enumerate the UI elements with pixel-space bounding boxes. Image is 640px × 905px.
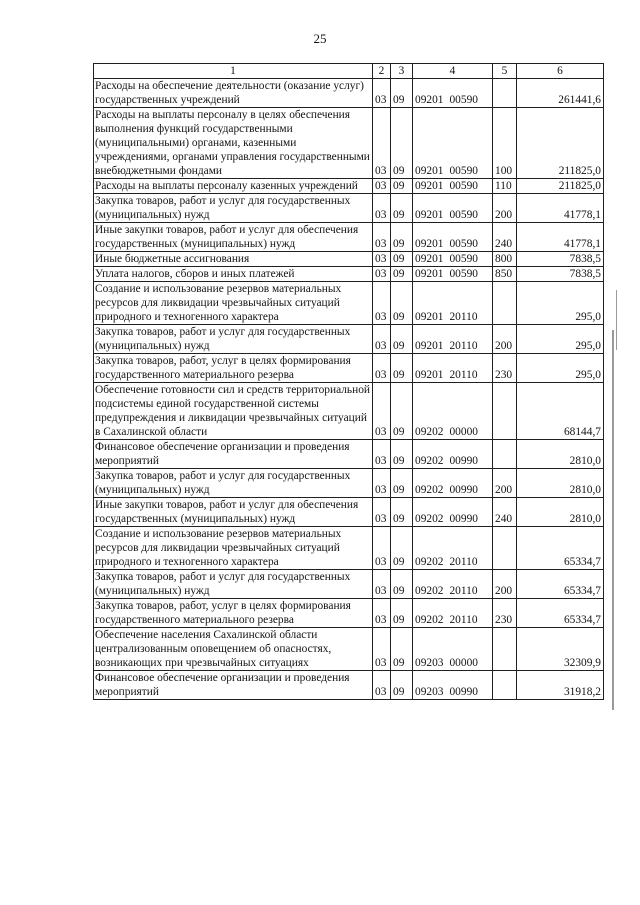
row-col-5: 110 <box>493 179 517 194</box>
row-col-2: 03 <box>373 671 391 700</box>
header-col-5: 5 <box>493 64 517 79</box>
row-col-2: 03 <box>373 354 391 383</box>
row-col-4-direction: 00590 <box>449 268 478 280</box>
row-col-3: 09 <box>391 79 413 108</box>
row-name: Создание и использование резервов материальных ресурсов для ликвидации чрезвычайных ситуаций природного и техногенного характера <box>94 282 373 325</box>
row-col-4 <box>413 223 493 252</box>
header-col-2: 2 <box>373 64 391 79</box>
row-col-3: 09 <box>391 628 413 671</box>
row-name: Обеспечение населения Сахалинской области централизованным оповещением об опасностях, возникающих при чрезвычайных ситуациях <box>94 628 373 671</box>
row-sum: 295,0 <box>517 282 604 325</box>
row-col-4-program: 09201 <box>415 340 444 352</box>
row-col-3: 09 <box>391 469 413 498</box>
row-col-4 <box>413 599 493 628</box>
row-sum: 68144,7 <box>517 383 604 440</box>
row-col-4-direction: 00000 <box>449 426 478 438</box>
table-row <box>94 282 604 325</box>
row-col-4-program: 09203 <box>415 657 444 669</box>
row-col-3: 09 <box>391 325 413 354</box>
row-col-4-direction: 20110 <box>449 369 478 381</box>
row-col-4-program: 09202 <box>415 513 444 525</box>
row-col-4-direction: 00990 <box>449 513 478 525</box>
row-col-4 <box>413 570 493 599</box>
row-col-4-direction: 00590 <box>449 165 478 177</box>
table-row <box>94 671 604 700</box>
row-sum: 261441,6 <box>517 79 604 108</box>
table-row <box>94 79 604 108</box>
row-col-2: 03 <box>373 223 391 252</box>
row-sum: 211825,0 <box>517 108 604 179</box>
row-col-4-program: 09201 <box>415 165 444 177</box>
row-col-5: 200 <box>493 469 517 498</box>
row-col-4-program: 09203 <box>415 686 444 698</box>
row-name: Финансовое обеспечение организации и проведения мероприятий <box>94 671 373 700</box>
row-name: Закупка товаров, работ и услуг для государственных (муниципальных) нужд <box>94 194 373 223</box>
table-row <box>94 440 604 469</box>
row-col-4 <box>413 79 493 108</box>
row-col-2: 03 <box>373 527 391 570</box>
row-col-3: 09 <box>391 223 413 252</box>
row-col-4-program: 09201 <box>415 94 444 106</box>
table-row <box>94 252 604 267</box>
row-col-4-direction: 00590 <box>449 180 478 192</box>
row-col-4-direction: 20110 <box>449 585 478 597</box>
row-col-4-direction: 00990 <box>449 686 478 698</box>
row-name: Расходы на выплаты персоналу в целях обеспечения выполнения функций государственными (муниципальными) органами, казенными учреждениями, органами управления государственными внебюджетными фондами <box>94 108 373 179</box>
row-col-3: 09 <box>391 267 413 282</box>
row-col-4 <box>413 325 493 354</box>
scan-mark <box>612 330 614 710</box>
header-row <box>94 64 604 79</box>
row-col-4-program: 09202 <box>415 426 444 438</box>
row-col-2: 03 <box>373 498 391 527</box>
row-col-4-direction: 20110 <box>449 614 478 626</box>
row-name: Иные бюджетные ассигнования <box>94 252 373 267</box>
row-name: Финансовое обеспечение организации и проведения мероприятий <box>94 440 373 469</box>
row-col-5 <box>493 383 517 440</box>
row-col-5 <box>493 527 517 570</box>
header-col-6: 6 <box>517 64 604 79</box>
row-col-3: 09 <box>391 599 413 628</box>
row-col-4 <box>413 440 493 469</box>
row-col-5 <box>493 628 517 671</box>
row-sum: 65334,7 <box>517 527 604 570</box>
row-col-5: 100 <box>493 108 517 179</box>
row-col-3: 09 <box>391 498 413 527</box>
row-name: Закупка товаров, работ, услуг в целях формирования государственного материального резерва <box>94 354 373 383</box>
row-col-2: 03 <box>373 628 391 671</box>
table-row <box>94 628 604 671</box>
table-body <box>94 79 604 700</box>
row-col-4-direction: 20110 <box>449 340 478 352</box>
row-col-4 <box>413 108 493 179</box>
row-col-4-direction: 20110 <box>449 556 478 568</box>
table-row <box>94 383 604 440</box>
row-col-4 <box>413 282 493 325</box>
table-row <box>94 354 604 383</box>
row-col-3: 09 <box>391 354 413 383</box>
row-sum: 41778,1 <box>517 223 604 252</box>
row-col-2: 03 <box>373 325 391 354</box>
row-col-4 <box>413 527 493 570</box>
row-sum: 2810,0 <box>517 440 604 469</box>
row-col-3: 09 <box>391 671 413 700</box>
row-col-5 <box>493 282 517 325</box>
row-sum: 65334,7 <box>517 599 604 628</box>
row-col-2: 03 <box>373 282 391 325</box>
row-col-3: 09 <box>391 570 413 599</box>
row-col-4-program: 09201 <box>415 180 444 192</box>
row-col-4-direction: 00590 <box>449 209 478 221</box>
row-col-3: 09 <box>391 527 413 570</box>
row-col-2: 03 <box>373 108 391 179</box>
table-row <box>94 527 604 570</box>
row-col-4-direction: 00990 <box>449 484 478 496</box>
row-col-5: 230 <box>493 354 517 383</box>
row-col-4 <box>413 383 493 440</box>
row-col-4-direction: 00590 <box>449 238 478 250</box>
row-name: Расходы на выплаты персоналу казенных учреждений <box>94 179 373 194</box>
row-col-4 <box>413 179 493 194</box>
row-col-4 <box>413 267 493 282</box>
row-col-2: 03 <box>373 267 391 282</box>
row-col-5: 200 <box>493 194 517 223</box>
row-col-4-program: 09201 <box>415 311 444 323</box>
row-sum: 295,0 <box>517 354 604 383</box>
row-col-4 <box>413 498 493 527</box>
row-col-4-direction: 00000 <box>449 657 478 669</box>
row-name: Закупка товаров, работ и услуг для государственных (муниципальных) нужд <box>94 325 373 354</box>
row-col-4-program: 09202 <box>415 455 444 467</box>
table-row <box>94 223 604 252</box>
row-col-5: 240 <box>493 223 517 252</box>
row-col-5: 230 <box>493 599 517 628</box>
row-col-4-program: 09201 <box>415 253 444 265</box>
table-row <box>94 194 604 223</box>
header-col-4: 4 <box>413 64 493 79</box>
row-sum: 65334,7 <box>517 570 604 599</box>
row-col-2: 03 <box>373 252 391 267</box>
table-row <box>94 469 604 498</box>
row-col-5 <box>493 671 517 700</box>
row-col-3: 09 <box>391 179 413 194</box>
row-name: Расходы на обеспечение деятельности (оказание услуг) государственных учреждений <box>94 79 373 108</box>
row-name: Иные закупки товаров, работ и услуг для обеспечения государственных (муниципальных) нужд <box>94 223 373 252</box>
scan-mark <box>616 290 617 350</box>
row-col-5: 800 <box>493 252 517 267</box>
budget-table <box>93 63 604 700</box>
row-col-4 <box>413 469 493 498</box>
row-col-4-program: 09201 <box>415 209 444 221</box>
header-col-3: 3 <box>391 64 413 79</box>
row-col-2: 03 <box>373 79 391 108</box>
row-col-2: 03 <box>373 440 391 469</box>
row-sum: 31918,2 <box>517 671 604 700</box>
table-row <box>94 108 604 179</box>
table-row <box>94 498 604 527</box>
row-name: Закупка товаров, работ и услуг для государственных (муниципальных) нужд <box>94 469 373 498</box>
row-name: Уплата налогов, сборов и иных платежей <box>94 267 373 282</box>
row-col-4-program: 09202 <box>415 484 444 496</box>
row-col-4-program: 09201 <box>415 369 444 381</box>
row-sum: 2810,0 <box>517 469 604 498</box>
row-col-4-direction: 00590 <box>449 94 478 106</box>
table-row <box>94 179 604 194</box>
row-col-4-program: 09202 <box>415 556 444 568</box>
row-sum: 41778,1 <box>517 194 604 223</box>
row-sum: 2810,0 <box>517 498 604 527</box>
row-col-4-direction: 00590 <box>449 253 478 265</box>
row-col-4 <box>413 628 493 671</box>
table-row <box>94 570 604 599</box>
table-row <box>94 325 604 354</box>
row-name: Обеспечение готовности сил и средств территориальной подсистемы единой государственной системы предупреждения и ликвидации чрезвычайных ситуаций в Сахалинской области <box>94 383 373 440</box>
row-col-4-program: 09201 <box>415 238 444 250</box>
row-sum: 211825,0 <box>517 179 604 194</box>
row-col-3: 09 <box>391 194 413 223</box>
row-col-2: 03 <box>373 383 391 440</box>
row-name: Иные закупки товаров, работ и услуг для обеспечения государственных (муниципальных) нужд <box>94 498 373 527</box>
row-col-5 <box>493 79 517 108</box>
row-col-2: 03 <box>373 194 391 223</box>
row-sum: 7838,5 <box>517 267 604 282</box>
row-col-2: 03 <box>373 599 391 628</box>
row-col-5: 850 <box>493 267 517 282</box>
row-col-5: 240 <box>493 498 517 527</box>
row-col-2: 03 <box>373 570 391 599</box>
row-col-3: 09 <box>391 252 413 267</box>
page-number: 25 <box>313 31 327 46</box>
row-sum: 295,0 <box>517 325 604 354</box>
header-col-1: 1 <box>94 64 373 79</box>
row-col-3: 09 <box>391 383 413 440</box>
row-col-5 <box>493 440 517 469</box>
row-col-4 <box>413 354 493 383</box>
row-name: Закупка товаров, работ и услуг для государственных (муниципальных) нужд <box>94 570 373 599</box>
row-col-5: 200 <box>493 325 517 354</box>
row-col-4 <box>413 194 493 223</box>
row-col-3: 09 <box>391 108 413 179</box>
row-col-4-program: 09202 <box>415 585 444 597</box>
row-col-4-program: 09201 <box>415 268 444 280</box>
row-col-3: 09 <box>391 282 413 325</box>
table-row <box>94 267 604 282</box>
row-col-4-program: 09202 <box>415 614 444 626</box>
table-header <box>94 64 604 79</box>
row-name: Создание и использование резервов материальных ресурсов для ликвидации чрезвычайных ситуаций природного и техногенного характера <box>94 527 373 570</box>
row-col-4-direction: 00990 <box>449 455 478 467</box>
row-col-3: 09 <box>391 440 413 469</box>
table-row <box>94 599 604 628</box>
row-col-4 <box>413 671 493 700</box>
row-sum: 7838,5 <box>517 252 604 267</box>
row-name: Закупка товаров, работ, услуг в целях формирования государственного материального резерва <box>94 599 373 628</box>
row-col-4-direction: 20110 <box>449 311 478 323</box>
row-col-5: 200 <box>493 570 517 599</box>
row-sum: 32309,9 <box>517 628 604 671</box>
row-col-4 <box>413 252 493 267</box>
row-col-2: 03 <box>373 469 391 498</box>
row-col-2: 03 <box>373 179 391 194</box>
